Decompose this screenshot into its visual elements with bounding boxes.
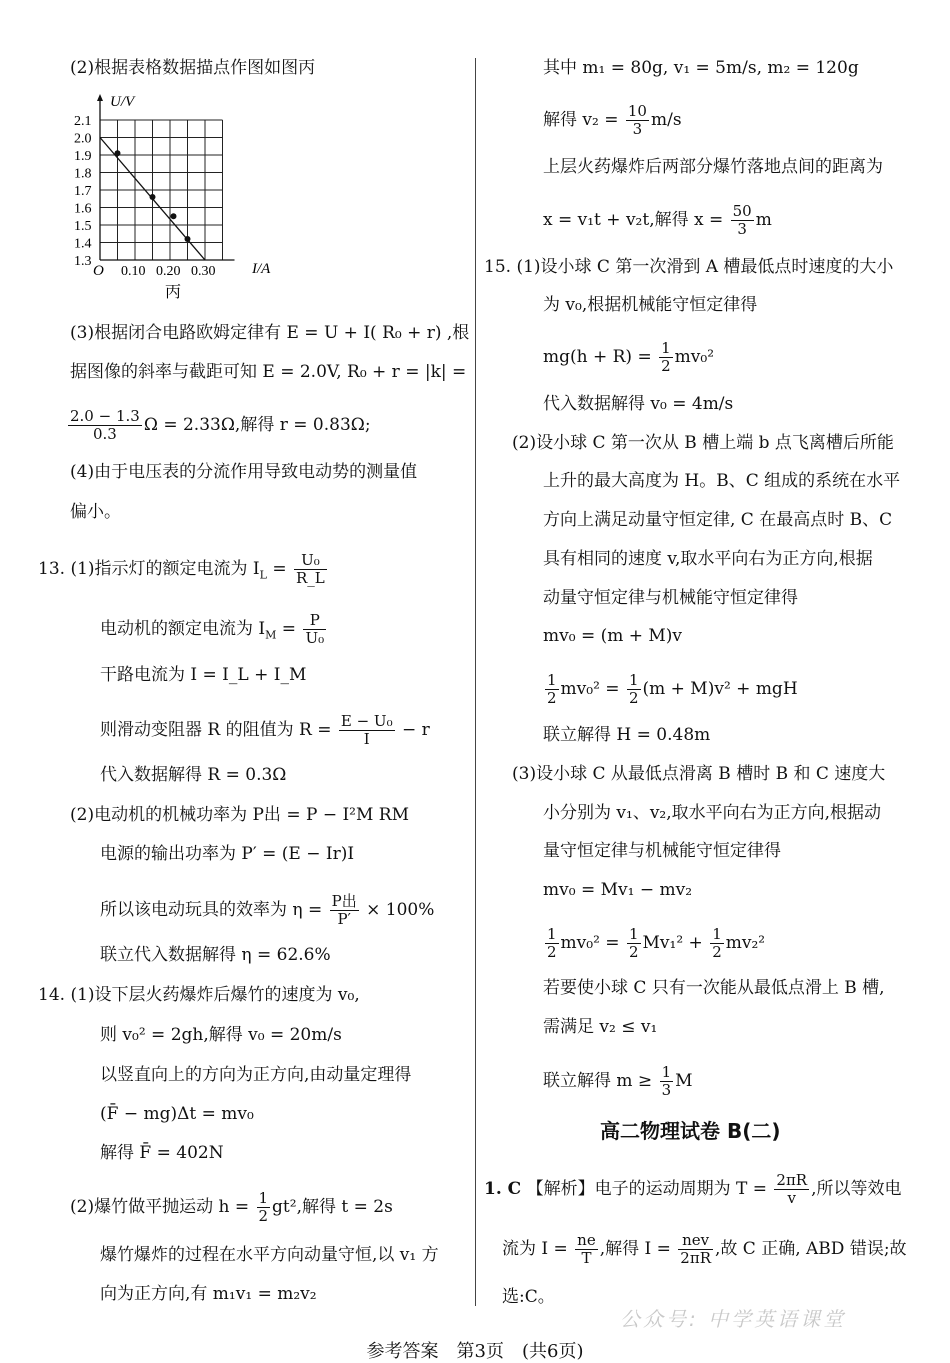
text-line: 代入数据解得 R = 0.3Ω bbox=[100, 765, 287, 785]
text-line: 具有相同的速度 v,取水平向右为正方向,根据 bbox=[543, 549, 873, 569]
text-line: (F̄ − mg)Δt = mv₀ bbox=[100, 1104, 254, 1124]
text-line: 据图像的斜率与截距可知 E = 2.0V, R₀ + r = |k| = bbox=[70, 362, 467, 382]
text-line: (2)爆竹做平抛运动 h = $\frac{1}{2}$ gt²,解得 t = 2s bbox=[70, 1189, 393, 1225]
text-line: (3)根据闭合电路欧姆定律有 E = U + I( R₀ + r) ,根 bbox=[70, 323, 470, 343]
y-tick-label: 1.4 bbox=[74, 236, 92, 252]
y-axis-label: U/V bbox=[110, 94, 135, 110]
text-line: 14. (1)设下层火药爆炸后爆竹的速度为 v₀, bbox=[38, 985, 360, 1005]
text-line: 则滑动变阻器 R 的阻值为 R = $\frac{\text{E − U₀}}{I}$ − r bbox=[100, 712, 430, 748]
text-line: 选:C。 bbox=[502, 1287, 555, 1307]
text-line: 偏小。 bbox=[70, 502, 121, 522]
y-axis-arrow bbox=[97, 94, 103, 101]
watermark: 公众号: 中学英语课堂 bbox=[620, 1307, 847, 1331]
text-line: (2)设小球 C 第一次从 B 槽上端 b 点飞离槽后所能 bbox=[512, 433, 894, 453]
graph-caption: 丙 bbox=[165, 284, 182, 301]
text-line: (4)由于电压表的分流作用导致电动势的测量值 bbox=[70, 462, 418, 482]
origin-label: O bbox=[93, 263, 104, 279]
text-line: 向为正方向,有 m₁v₁ = m₂v₂ bbox=[100, 1284, 317, 1304]
text-line: 以竖直向上的方向为正方向,由动量定理得 bbox=[100, 1065, 412, 1085]
y-tick-label: 1.5 bbox=[74, 219, 92, 234]
text-line: 干路电流为 I = I_L + I_M bbox=[100, 665, 307, 685]
text-line: 15. (1)设小球 C 第一次滑到 A 槽最低点时速度的大小 bbox=[484, 257, 894, 277]
data-point bbox=[115, 150, 121, 156]
text-line: 其中 m₁ = 80g, v₁ = 5m/s, m₂ = 120g bbox=[543, 58, 859, 78]
text-line: mg(h + R) = $\frac{1}{2}$ mv₀² bbox=[543, 339, 715, 375]
text-line: (2)根据表格数据描点作图如图丙 bbox=[70, 58, 316, 78]
y-tick-label: 1.8 bbox=[74, 166, 92, 182]
y-tick-label: 2.0 bbox=[74, 131, 92, 147]
text-line: 若要使小球 C 只有一次能从最低点滑上 B 槽, bbox=[543, 978, 885, 998]
text-line: 则 v₀² = 2gh,解得 v₀ = 20m/s bbox=[100, 1025, 342, 1045]
text-line: mv₀ = (m + M)v bbox=[543, 626, 683, 646]
text-line: 方向上满足动量守恒定律, C 在最高点时 B、C bbox=[543, 510, 893, 530]
text-line: 代入数据解得 v₀ = 4m/s bbox=[543, 394, 734, 414]
text-line: 量守恒定律与机械能守恒定律得 bbox=[543, 841, 781, 861]
text-line: (2)电动机的机械功率为 P出 = P − I²M RM bbox=[70, 805, 410, 825]
column-divider bbox=[475, 58, 476, 1306]
text-line: 小分别为 v₁、v₂,取水平向右为正方向,根据动 bbox=[543, 803, 882, 823]
data-point bbox=[150, 194, 156, 200]
text-line: 联立解得 m ≥ $\frac{1}{3}$ M bbox=[543, 1063, 693, 1099]
text-line: 流为 I = $\frac{ne}{T}$ ,解得 I = $\frac{\text{nev}}{2\pi R}$ ,故 C 正确, ABD 错误;故 bbox=[502, 1231, 907, 1267]
text-line: 需满足 v₂ ≤ v₁ bbox=[543, 1017, 658, 1037]
y-tick-label: 1.9 bbox=[74, 149, 92, 164]
page-footer: 参考答案 第3页 (共6页) bbox=[366, 1341, 584, 1362]
text-line: 13. (1)指示灯的额定电流为 $I_L$ = $\frac{\text{U₀}}{R\_L}$ bbox=[38, 551, 325, 587]
text-line: $\frac{1}{2}$ mv₀² = $\frac{1}{2}$ Mv₁² + $\frac{1}{2}$ mv₂² bbox=[547, 925, 766, 961]
text-line: 为 v₀,根据机械能守恒定律得 bbox=[543, 295, 758, 315]
text-line: x = v₁t + v₂t,解得 x = $\frac{50}{3}$ m bbox=[543, 202, 772, 238]
u-i-graph bbox=[60, 92, 271, 302]
text-line: (3)设小球 C 从最低点滑离 B 槽时 B 和 C 速度大 bbox=[512, 764, 886, 784]
y-tick-label: 1.7 bbox=[74, 184, 92, 199]
y-tick-label: 1.6 bbox=[74, 201, 92, 217]
text-line: 上升的最大高度为 H。B、C 组成的系统在水平 bbox=[543, 471, 901, 491]
x-tick-label: 0.10 bbox=[121, 264, 146, 279]
x-tick-label: 0.30 bbox=[191, 264, 216, 279]
text-line: 电动机的额定电流为 $I_M$ = $\frac{P}{\text{U₀}}$ bbox=[100, 611, 325, 647]
section-title: 高二物理试卷 B(二) bbox=[600, 1119, 781, 1143]
text-line: mv₀ = Mv₁ − mv₂ bbox=[543, 880, 693, 900]
y-tick-label: 2.1 bbox=[74, 114, 92, 129]
text-line: 解得 v₂ = $\frac{10}{3}$ m/s bbox=[543, 102, 682, 138]
data-point bbox=[171, 213, 177, 219]
text-line: 1. C 【解析】电子的运动周期为 T = $\frac{2\pi R}{v}$ ,所以等效电 bbox=[484, 1171, 902, 1207]
text-line: 上层火药爆炸后两部分爆竹落地点间的距离为 bbox=[543, 157, 883, 177]
x-axis-label: I/A bbox=[252, 261, 271, 277]
text-line: 联立解得 H = 0.48m bbox=[543, 725, 711, 745]
text-line: 动量守恒定律与机械能守恒定律得 bbox=[543, 588, 798, 608]
text-line: $\frac{2.0 - 1.3}{0.3}$ Ω = 2.33Ω,解得 r = 0.83Ω; bbox=[70, 407, 371, 443]
fraction: $\frac{2.0 - 1.3}{0.3}$ bbox=[70, 407, 140, 443]
text-line: 解得 F̄ = 402N bbox=[100, 1143, 224, 1163]
text-line: 所以该电动玩具的效率为 η = $\frac{\text{P出}}{P'}$ × 100% bbox=[100, 892, 435, 928]
text-line: 电源的输出功率为 P′ = (E − Ir)I bbox=[100, 844, 355, 864]
text-line: $\frac{1}{2}$ mv₀² = $\frac{1}{2}$ (m + M)v² + mgH bbox=[547, 671, 798, 707]
text-line: 联立代入数据解得 η = 62.6% bbox=[100, 945, 331, 965]
y-tick-label: 1.3 bbox=[74, 254, 92, 269]
data-point bbox=[185, 236, 191, 242]
x-tick-label: 0.20 bbox=[156, 264, 181, 279]
text-line: 爆竹爆炸的过程在水平方向动量守恒,以 v₁ 方 bbox=[100, 1245, 439, 1265]
